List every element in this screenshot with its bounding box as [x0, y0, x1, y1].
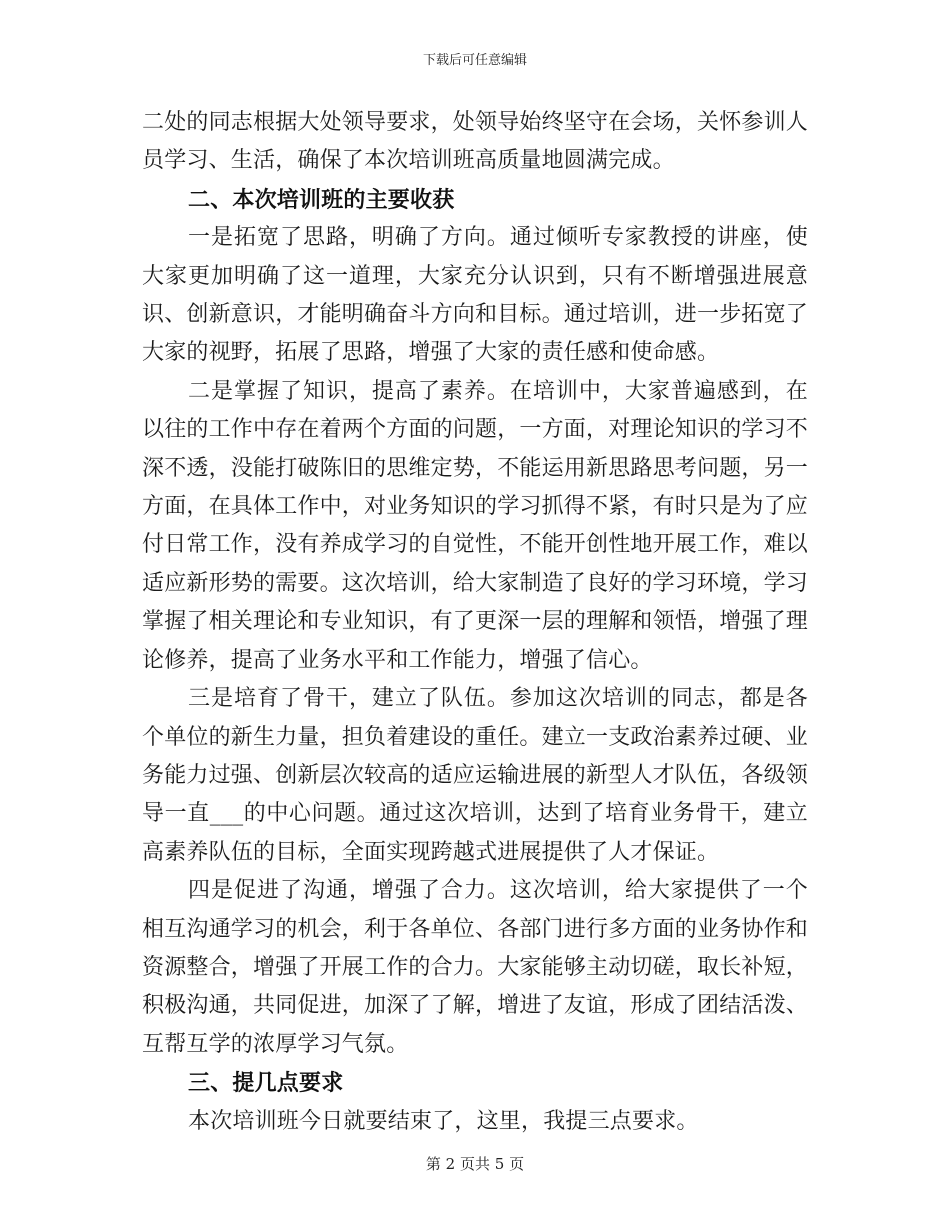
section-heading-2: 二、本次培训班的主要收获	[188, 186, 455, 213]
paragraph-gain-3: 三是培育了骨干，建立了队伍。参加这次培训的同志，都是各个单位的新生力量，担负着建设的重任。建立一支政治素养过硬、业务能力过强、创新层次较高的适应运输进展的新型人才队伍，各级领导一直___的中心问题。通过这次培训，达到了培育业务骨干，建立高素养队伍的目标，全面实现跨越式进展提供了人才保证。	[142, 686, 809, 865]
page-header: 下载后可任意编辑	[422, 53, 527, 68]
page-footer: 第 2 页共 5 页	[425, 1155, 525, 1173]
paragraph-gain-4: 四是促进了沟通，增强了合力。这次培训，给大家提供了一个相互沟通学习的机会，利于各单位、各部门进行多方面的业务协作和资源整合，增强了开展工作的合力。大家能够主动切磋，取长补短，积极沟通，共同促进，加深了了解，增进了友谊，形成了团结活泼、互帮互学的浓厚学习气氛。	[142, 878, 809, 1057]
paragraph-gain-1: 一是拓宽了思路，明确了方向。通过倾听专家教授的讲座，使大家更加明确了这一道理，大家充分认识到，只有不断增强进展意识、创新意识，才能明确奋斗方向和目标。通过培训，进一步拓宽了大家的视野，拓展了思路，增强了大家的责任感和使命感。	[142, 225, 809, 366]
paragraph-continuation: 二处的同志根据大处领导要求，处领导始终坚守在会场，关怀参训人员学习、生活，确保了本次培训班高质量地圆满完成。	[142, 110, 809, 174]
paragraph-gain-2: 二是掌握了知识，提高了素养。在培训中，大家普遍感到，在以往的工作中存在着两个方面的问题，一方面，对理论知识的学习不深不透，没能打破陈旧的思维定势，不能运用新思路思考问题，另一方面，在具体工作中，对业务知识的学习抓得不紧，有时只是为了应付日常工作，没有养成学习的自觉性，不能开创性地开展工作，难以适应新形势的需要。这次培训，给大家制造了良好的学习环境，学习掌握了相关理论和专业知识，有了更深一层的理解和领悟，增强了理论修养，提高了业务水平和工作能力，增强了信心。	[142, 378, 809, 673]
document-body	[142, 104, 808, 1141]
section-heading-3: 三、提几点要求	[188, 1070, 344, 1097]
paragraph-requirements-intro: 本次培训班今日就要结束了，这里，我提三点要求。	[188, 1108, 699, 1134]
